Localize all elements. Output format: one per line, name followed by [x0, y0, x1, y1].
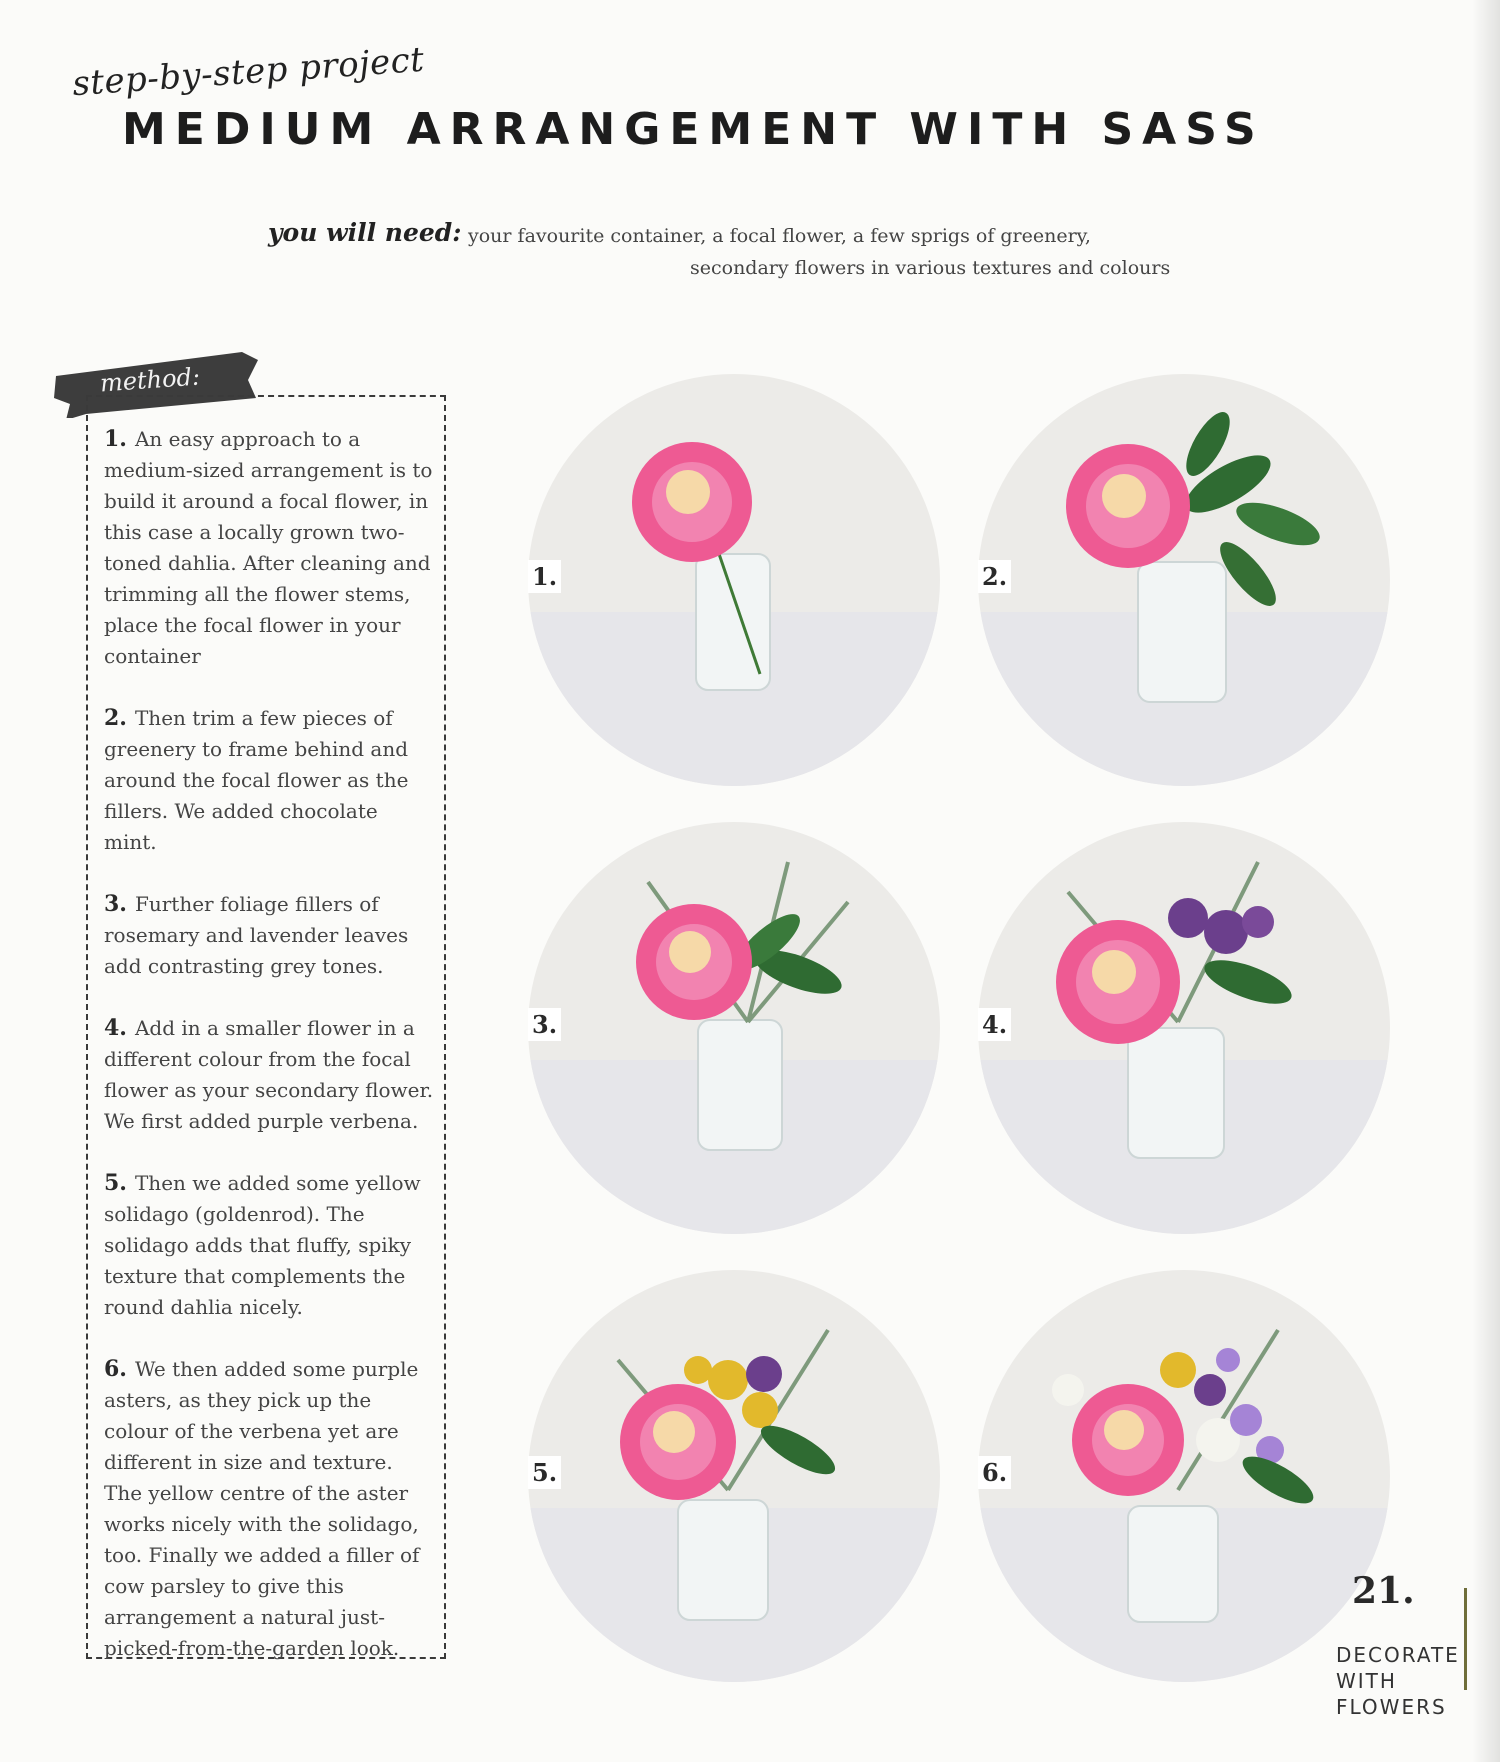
page-title: MEDIUM ARRANGEMENT WITH SASS — [122, 104, 1265, 155]
you-will-need-label: you will need: — [268, 218, 462, 247]
step-photo-1-illustration — [528, 374, 940, 786]
step-photo-4-illustration — [978, 822, 1390, 1234]
photo-number-1: 1. — [528, 560, 561, 593]
step-text: Then we added some yellow solidago (goldenrod). The solidago adds that fluffy, spiky texture that complements the round dahlia nicely. — [104, 1171, 421, 1319]
you-will-need-line-1: your favourite container, a focal flower, a few sprigs of greenery, — [468, 225, 1091, 247]
section-label-line-3: FLOWERS — [1336, 1695, 1447, 1719]
step-text: An easy approach to a medium-sized arrangement is to build it around a focal flower, in this case a locally grown two-toned dahlia. After cleaning and trimming all the flower stems, place the focal flower in your container — [104, 427, 433, 668]
page-number: 21. — [1352, 1570, 1415, 1612]
method-step-1 — [104, 424, 434, 672]
step-photo-3 — [528, 822, 940, 1234]
section-kicker: step-by-step project — [71, 39, 426, 105]
photo-number-2: 2. — [978, 560, 1011, 593]
step-photo-4 — [978, 822, 1390, 1234]
method-label: method: — [99, 362, 201, 398]
photo-number-4: 4. — [978, 1008, 1011, 1041]
method-step-2 — [104, 703, 434, 858]
step-photo-5 — [528, 1270, 940, 1682]
step-photo-1 — [528, 374, 940, 786]
step-photo-6 — [978, 1270, 1390, 1682]
page-gutter-shadow — [1472, 0, 1500, 1762]
step-text: Then trim a few pieces of greenery to frame behind and around the focal flower as the fillers. We added chocolate mint. — [104, 706, 409, 854]
step-number: 3. — [104, 891, 127, 917]
step-text: Add in a smaller flower in a different colour from the focal flower as your secondary flower. We first added purple verbena. — [104, 1016, 434, 1133]
step-text: Further foliage fillers of rosemary and lavender leaves add contrasting grey tones. — [104, 892, 409, 978]
section-label — [1336, 1642, 1466, 1720]
step-number: 1. — [104, 426, 127, 452]
step-photo-3-illustration — [528, 822, 940, 1234]
photo-number-3: 3. — [528, 1008, 561, 1041]
method-step-5 — [104, 1168, 434, 1323]
method-steps — [104, 424, 434, 1695]
photo-number-5: 5. — [528, 1456, 561, 1489]
section-label-line-1: DECORATE — [1336, 1643, 1460, 1667]
method-step-3 — [104, 889, 434, 982]
step-number: 2. — [104, 705, 127, 731]
step-text: We then added some purple asters, as they pick up the colour of the verbena yet are different in size and texture. The yellow centre of the aster works nicely with the solidago, too. Finally we added a filler of cow parsley to give this arrangement a natural just-picked-from-the-garden look. — [104, 1357, 420, 1660]
step-photo-6-illustration — [978, 1270, 1390, 1682]
method-step-6 — [104, 1354, 434, 1664]
method-step-4 — [104, 1013, 434, 1137]
step-number: 5. — [104, 1170, 127, 1196]
photo-number-6: 6. — [978, 1456, 1011, 1489]
step-number: 6. — [104, 1356, 127, 1382]
step-photo-2 — [978, 374, 1390, 786]
step-photo-2-illustration — [978, 374, 1390, 786]
step-number: 4. — [104, 1015, 127, 1041]
you-will-need-line-2: secondary flowers in various textures and colours — [690, 257, 1171, 279]
section-label-line-2: WITH — [1336, 1669, 1397, 1693]
step-photo-5-illustration — [528, 1270, 940, 1682]
